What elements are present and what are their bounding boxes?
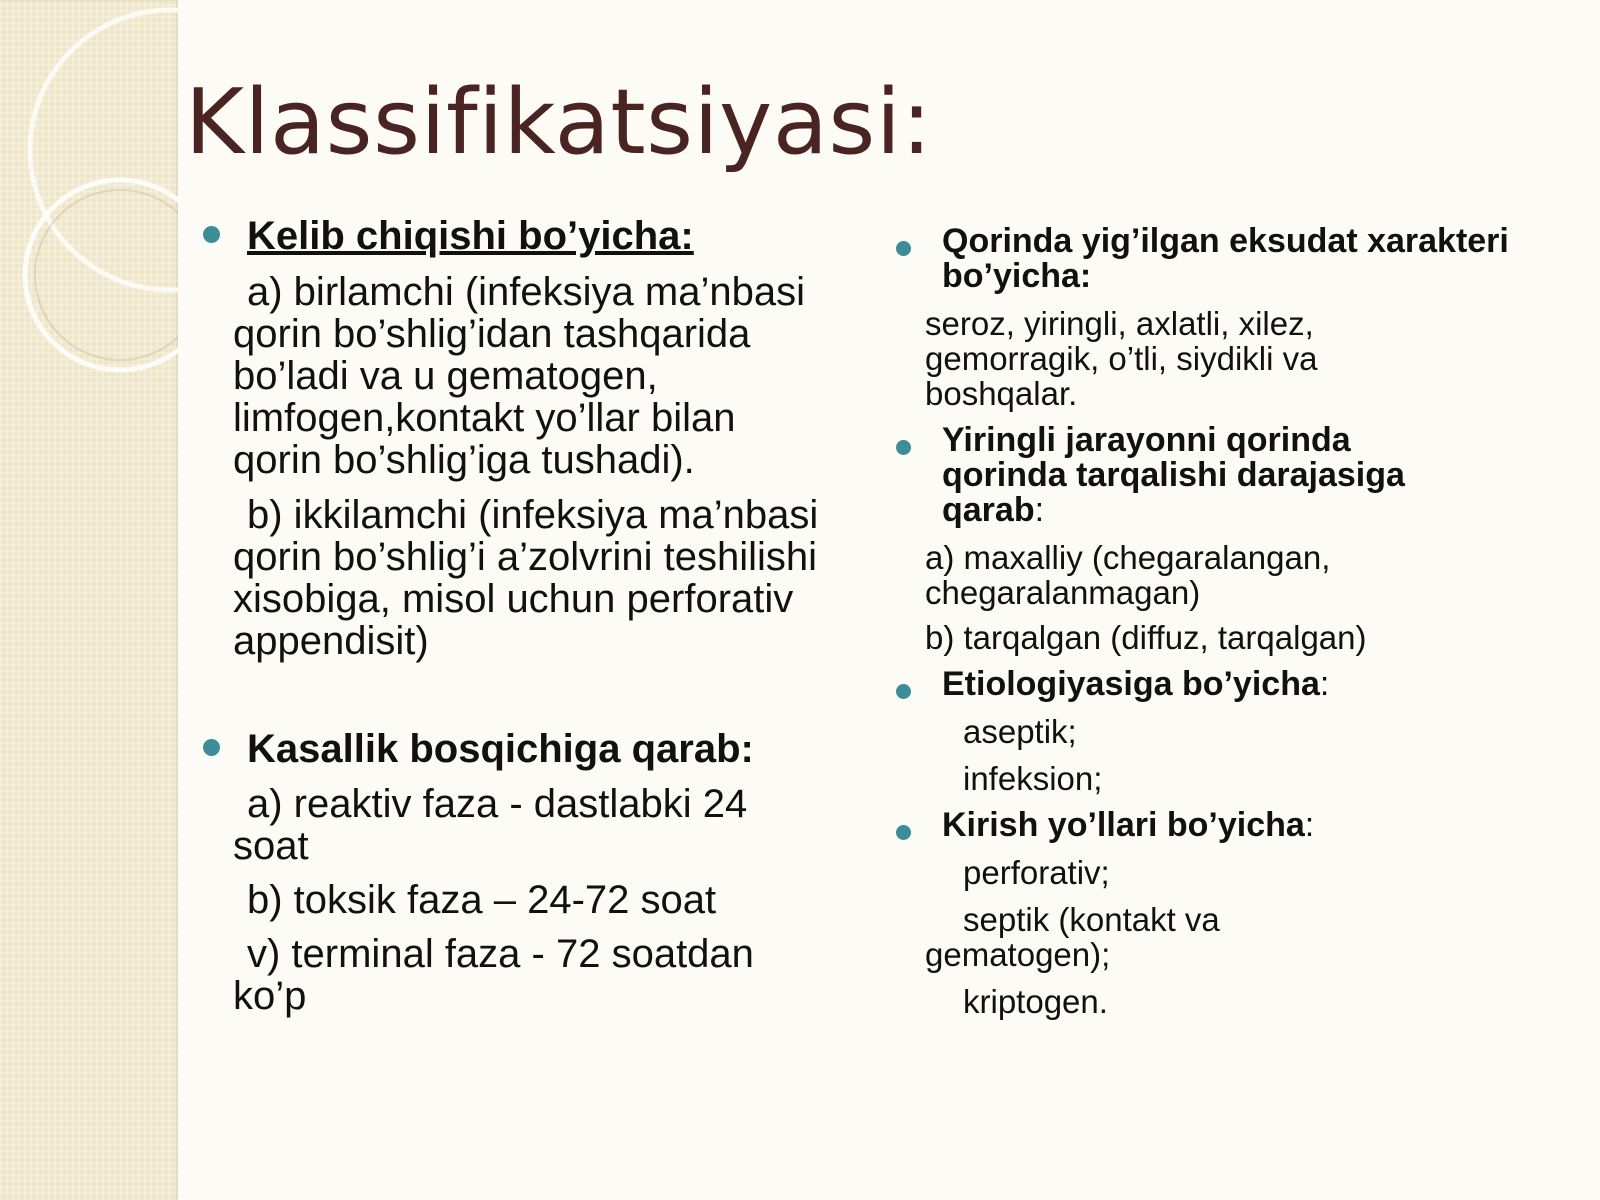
bullet-icon bbox=[896, 684, 911, 699]
list-item: a) maxalliy (chegaralangan, chegaralanmagan) bbox=[925, 539, 1331, 611]
list-item: perforativ; bbox=[963, 854, 1110, 891]
bullet-icon bbox=[203, 226, 220, 243]
decorative-rings bbox=[0, 0, 178, 420]
section-stage bbox=[200, 725, 820, 773]
section-entry-routes bbox=[890, 808, 1570, 843]
heading-colon: : bbox=[1034, 491, 1045, 529]
heading-colon: : bbox=[1304, 806, 1315, 844]
right-column bbox=[890, 212, 1570, 1019]
section-spread bbox=[890, 423, 1570, 528]
section-heading-text: Kirish yo’llari bo’yicha bbox=[942, 806, 1305, 844]
section-etiology bbox=[890, 667, 1570, 702]
list-item: infeksion; bbox=[963, 760, 1103, 797]
section-heading: Kasallik bosqichiga qarab: bbox=[247, 727, 754, 771]
section-heading-text: Etiologiyasiga bo’yicha bbox=[942, 665, 1320, 703]
bullet-icon bbox=[203, 739, 220, 756]
section-origin bbox=[200, 212, 820, 260]
slide-title: Klassifikatsiyasi: bbox=[185, 70, 933, 175]
list-item: b) tarqalgan (diffuz, tarqalgan) bbox=[925, 619, 1367, 656]
bullet-icon bbox=[896, 825, 911, 840]
section-heading-text: Yiringli jarayonni qorinda qorinda tarqalishi darajasiga qarab bbox=[942, 421, 1405, 529]
section-heading bbox=[942, 423, 1482, 528]
list-item: aseptik; bbox=[963, 713, 1077, 750]
list-item: v) terminal faza - 72 soatdan ko’p bbox=[233, 932, 754, 1018]
section-heading: Qorinda yig’ilgan eksudat xarakteri bo’yicha: bbox=[942, 222, 1509, 295]
bullet-icon bbox=[896, 241, 911, 256]
list-item: seroz, yiringli, axlatli, xilez, gemorragik, o’tli, siydikli va boshqalar. bbox=[925, 305, 1318, 412]
heading-colon: : bbox=[1319, 665, 1330, 703]
section-heading bbox=[942, 808, 1570, 843]
section-heading bbox=[942, 667, 1570, 702]
list-item: septik (kontakt va gematogen); bbox=[925, 901, 1220, 973]
list-item: a) birlamchi (infeksiya ma’nbasi qorin bo’shlig’idan tashqarida bo’ladi va u gematogen, limfogen,kontakt yo’llar bilan qorin bo’shlig’iga tushadi). bbox=[233, 270, 805, 482]
section-heading: Kelib chiqishi bo’yicha: bbox=[247, 214, 694, 258]
list-item: kriptogen. bbox=[963, 983, 1108, 1020]
decorative-side-strip bbox=[0, 0, 178, 1200]
list-item: b) ikkilamchi (infeksiya ma’nbasi qorin bo’shlig’i a’zolvrini teshilishi xisobiga, misol uchun perforativ appendisit) bbox=[233, 493, 819, 663]
bullet-icon bbox=[896, 440, 911, 455]
left-column bbox=[200, 212, 820, 1017]
list-item: a) reaktiv faza - dastlabki 24 soat bbox=[233, 782, 748, 868]
section-exudate bbox=[890, 224, 1570, 294]
list-item: b) toksik faza – 24-72 soat bbox=[247, 878, 717, 922]
